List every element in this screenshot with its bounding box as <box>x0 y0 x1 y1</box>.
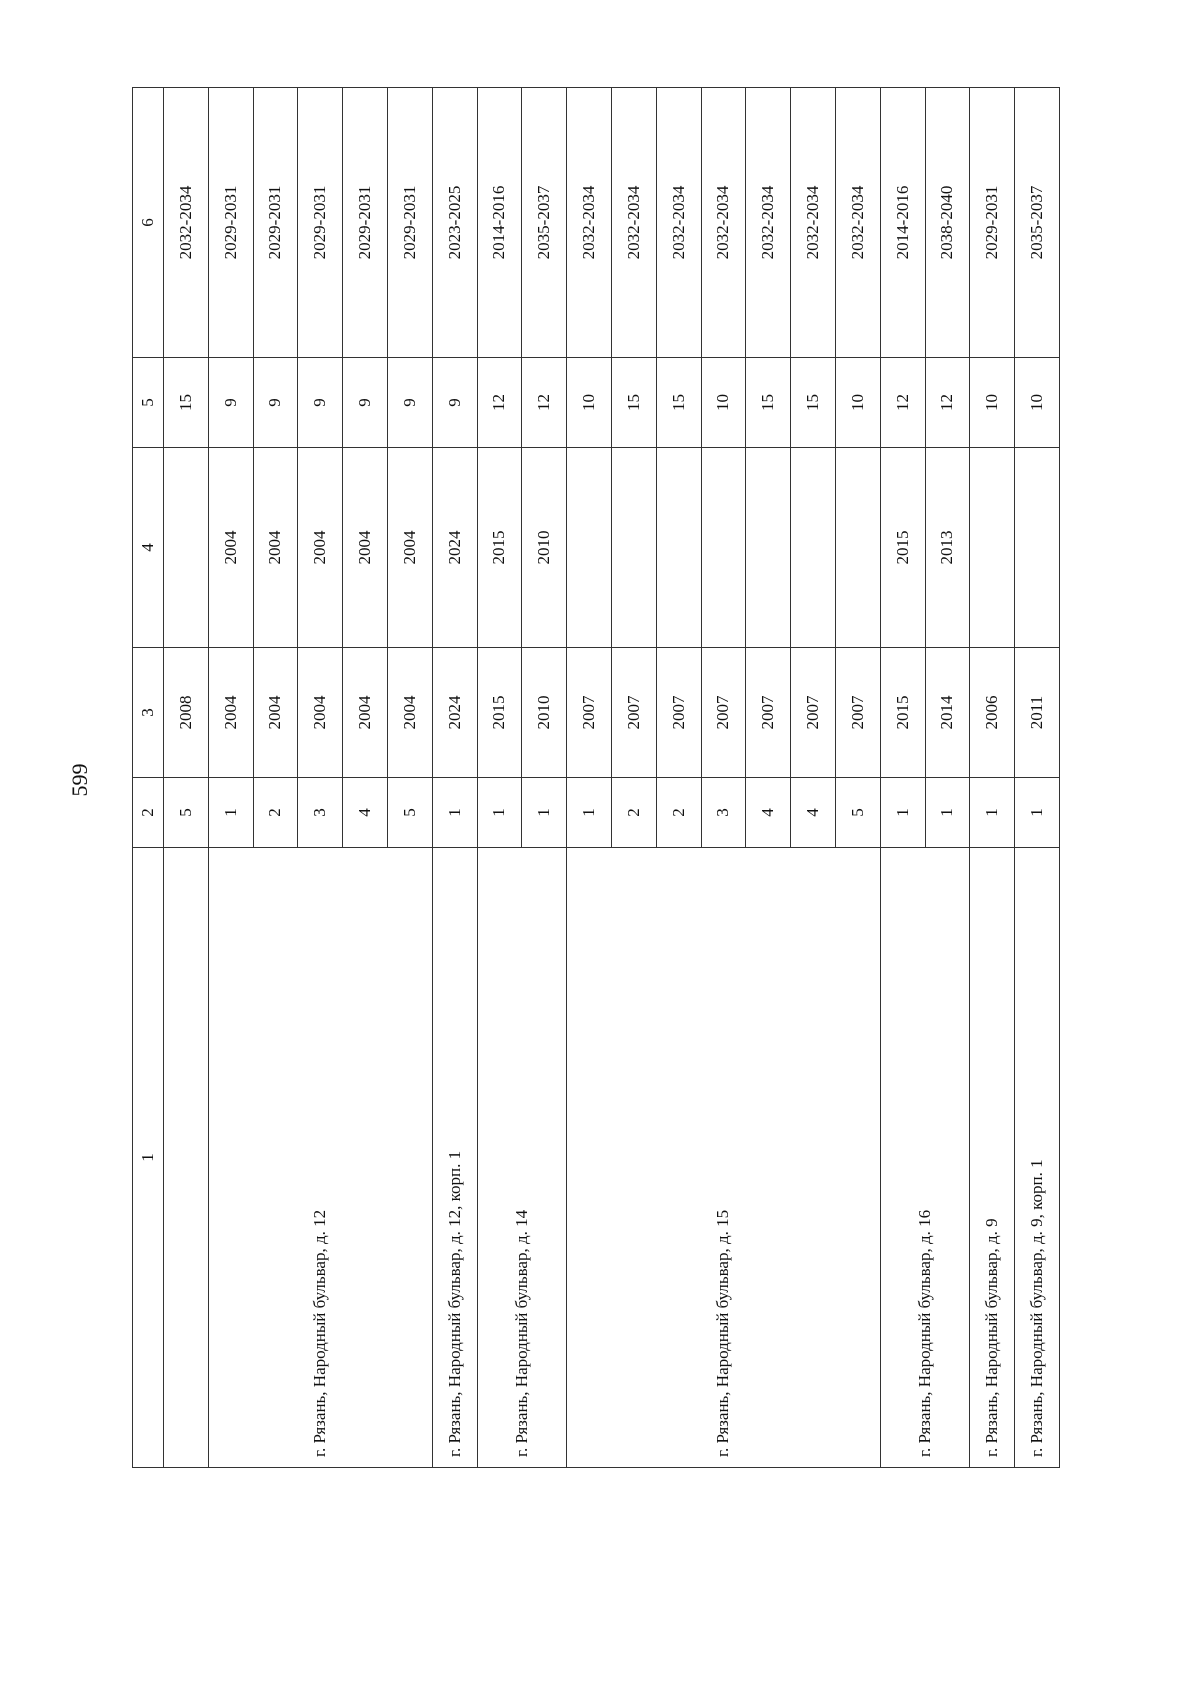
cell-col6: 2032-2034 <box>835 88 880 358</box>
cell-col2: 1 <box>970 778 1015 848</box>
cell-col6: 2029-2031 <box>298 88 343 358</box>
cell-col2: 1 <box>477 778 522 848</box>
cell-col3: 2004 <box>298 648 343 778</box>
cell-col2: 1 <box>432 778 477 848</box>
cell-col4: 2004 <box>387 448 432 648</box>
cell-col4 <box>164 448 209 648</box>
cell-col5: 15 <box>611 358 656 448</box>
cell-col2: 2 <box>656 778 701 848</box>
cell-col3: 2004 <box>387 648 432 778</box>
cell-col6: 2032-2034 <box>164 88 209 358</box>
cell-col6: 2032-2034 <box>567 88 612 358</box>
cell-col6: 2032-2034 <box>611 88 656 358</box>
column-header: 1 <box>133 848 164 1468</box>
cell-col5: 10 <box>970 358 1015 448</box>
table-header-row <box>133 88 164 1468</box>
cell-col5: 15 <box>791 358 836 448</box>
cell-col4: 2015 <box>880 448 925 648</box>
page-number: 599 <box>67 763 92 797</box>
cell-col5: 15 <box>746 358 791 448</box>
cell-col2: 1 <box>880 778 925 848</box>
cell-col2: 1 <box>522 778 567 848</box>
table-row <box>880 88 925 1468</box>
cell-col3: 2004 <box>343 648 388 778</box>
cell-col4 <box>701 448 746 648</box>
cell-col4: 2024 <box>432 448 477 648</box>
cell-col2: 3 <box>701 778 746 848</box>
table-row <box>432 88 477 1468</box>
cell-col6: 2014-2016 <box>880 88 925 358</box>
cell-col3: 2007 <box>791 648 836 778</box>
address-cell: г. Рязань, Народный бульвар, д. 16 <box>880 848 970 1468</box>
column-header: 3 <box>133 648 164 778</box>
cell-col3: 2007 <box>835 648 880 778</box>
cell-col4 <box>970 448 1015 648</box>
cell-col4 <box>611 448 656 648</box>
table-row <box>1015 88 1060 1468</box>
cell-col5: 9 <box>343 358 388 448</box>
cell-col3: 2014 <box>925 648 970 778</box>
cell-col2: 5 <box>164 778 209 848</box>
cell-col2: 5 <box>387 778 432 848</box>
cell-col2: 1 <box>208 778 253 848</box>
cell-col4: 2004 <box>208 448 253 648</box>
cell-col4 <box>746 448 791 648</box>
cell-col4 <box>1015 448 1060 648</box>
cell-col4: 2010 <box>522 448 567 648</box>
cell-col4: 2013 <box>925 448 970 648</box>
cell-col5: 15 <box>656 358 701 448</box>
cell-col3: 2007 <box>567 648 612 778</box>
cell-col2: 1 <box>567 778 612 848</box>
table-row <box>567 88 612 1468</box>
cell-col6: 2029-2031 <box>387 88 432 358</box>
cell-col5: 12 <box>880 358 925 448</box>
address-cell: г. Рязань, Народный бульвар, д. 9, корп. 1 <box>1015 848 1060 1468</box>
cell-col3: 2015 <box>880 648 925 778</box>
cell-col6: 2014-2016 <box>477 88 522 358</box>
cell-col6: 2023-2025 <box>432 88 477 358</box>
column-header: 4 <box>133 448 164 648</box>
cell-col4 <box>656 448 701 648</box>
cell-col5: 10 <box>701 358 746 448</box>
cell-col3: 2007 <box>746 648 791 778</box>
table-row <box>477 88 522 1468</box>
column-header: 2 <box>133 778 164 848</box>
table-row <box>970 88 1015 1468</box>
cell-col4: 2004 <box>343 448 388 648</box>
cell-col3: 2008 <box>164 648 209 778</box>
cell-col2: 4 <box>791 778 836 848</box>
cell-col2: 2 <box>611 778 656 848</box>
cell-col3: 2007 <box>701 648 746 778</box>
cell-col6: 2029-2031 <box>208 88 253 358</box>
cell-col6: 2032-2034 <box>701 88 746 358</box>
cell-col6: 2029-2031 <box>970 88 1015 358</box>
cell-col3: 2007 <box>611 648 656 778</box>
cell-col2: 1 <box>925 778 970 848</box>
cell-col5: 9 <box>387 358 432 448</box>
cell-col2: 2 <box>253 778 298 848</box>
cell-col2: 1 <box>1015 778 1060 848</box>
cell-col5: 10 <box>835 358 880 448</box>
table-row <box>208 88 253 1468</box>
cell-col6: 2032-2034 <box>791 88 836 358</box>
cell-col3: 2024 <box>432 648 477 778</box>
cell-col2: 3 <box>298 778 343 848</box>
cell-col5: 9 <box>298 358 343 448</box>
cell-col3: 2007 <box>656 648 701 778</box>
cell-col4: 2015 <box>477 448 522 648</box>
register-table <box>132 87 1060 1468</box>
cell-col3: 2010 <box>522 648 567 778</box>
cell-col4: 2004 <box>253 448 298 648</box>
address-cell: г. Рязань, Народный бульвар, д. 14 <box>477 848 567 1468</box>
cell-col3: 2004 <box>208 648 253 778</box>
cell-col5: 10 <box>1015 358 1060 448</box>
cell-col6: 2032-2034 <box>656 88 701 358</box>
cell-col2: 4 <box>746 778 791 848</box>
cell-col4: 2004 <box>298 448 343 648</box>
address-cell: г. Рязань, Народный бульвар, д. 9 <box>970 848 1015 1468</box>
cell-col3: 2004 <box>253 648 298 778</box>
cell-col6: 2038-2040 <box>925 88 970 358</box>
address-cell: г. Рязань, Народный бульвар, д. 12 <box>208 848 432 1468</box>
cell-col3: 2011 <box>1015 648 1060 778</box>
cell-col6: 2029-2031 <box>343 88 388 358</box>
cell-col5: 9 <box>208 358 253 448</box>
cell-col3: 2006 <box>970 648 1015 778</box>
address-cell: г. Рязань, Народный бульвар, д. 12, корп. 1 <box>432 848 477 1468</box>
register-table-container <box>132 88 1060 1468</box>
cell-col6: 2035-2037 <box>1015 88 1060 358</box>
cell-col6: 2035-2037 <box>522 88 567 358</box>
cell-col6: 2029-2031 <box>253 88 298 358</box>
column-header: 6 <box>133 88 164 358</box>
cell-col4 <box>835 448 880 648</box>
column-header: 5 <box>133 358 164 448</box>
cell-col4 <box>567 448 612 648</box>
address-cell: г. Рязань, Народный бульвар, д. 15 <box>567 848 881 1468</box>
cell-col2: 4 <box>343 778 388 848</box>
cell-col5: 9 <box>432 358 477 448</box>
cell-col5: 12 <box>477 358 522 448</box>
cell-col4 <box>791 448 836 648</box>
cell-col2: 5 <box>835 778 880 848</box>
cell-col5: 9 <box>253 358 298 448</box>
table-row <box>164 88 209 1468</box>
address-cell <box>164 848 209 1468</box>
cell-col5: 10 <box>567 358 612 448</box>
cell-col5: 12 <box>925 358 970 448</box>
cell-col3: 2015 <box>477 648 522 778</box>
cell-col5: 12 <box>522 358 567 448</box>
cell-col5: 15 <box>164 358 209 448</box>
cell-col6: 2032-2034 <box>746 88 791 358</box>
